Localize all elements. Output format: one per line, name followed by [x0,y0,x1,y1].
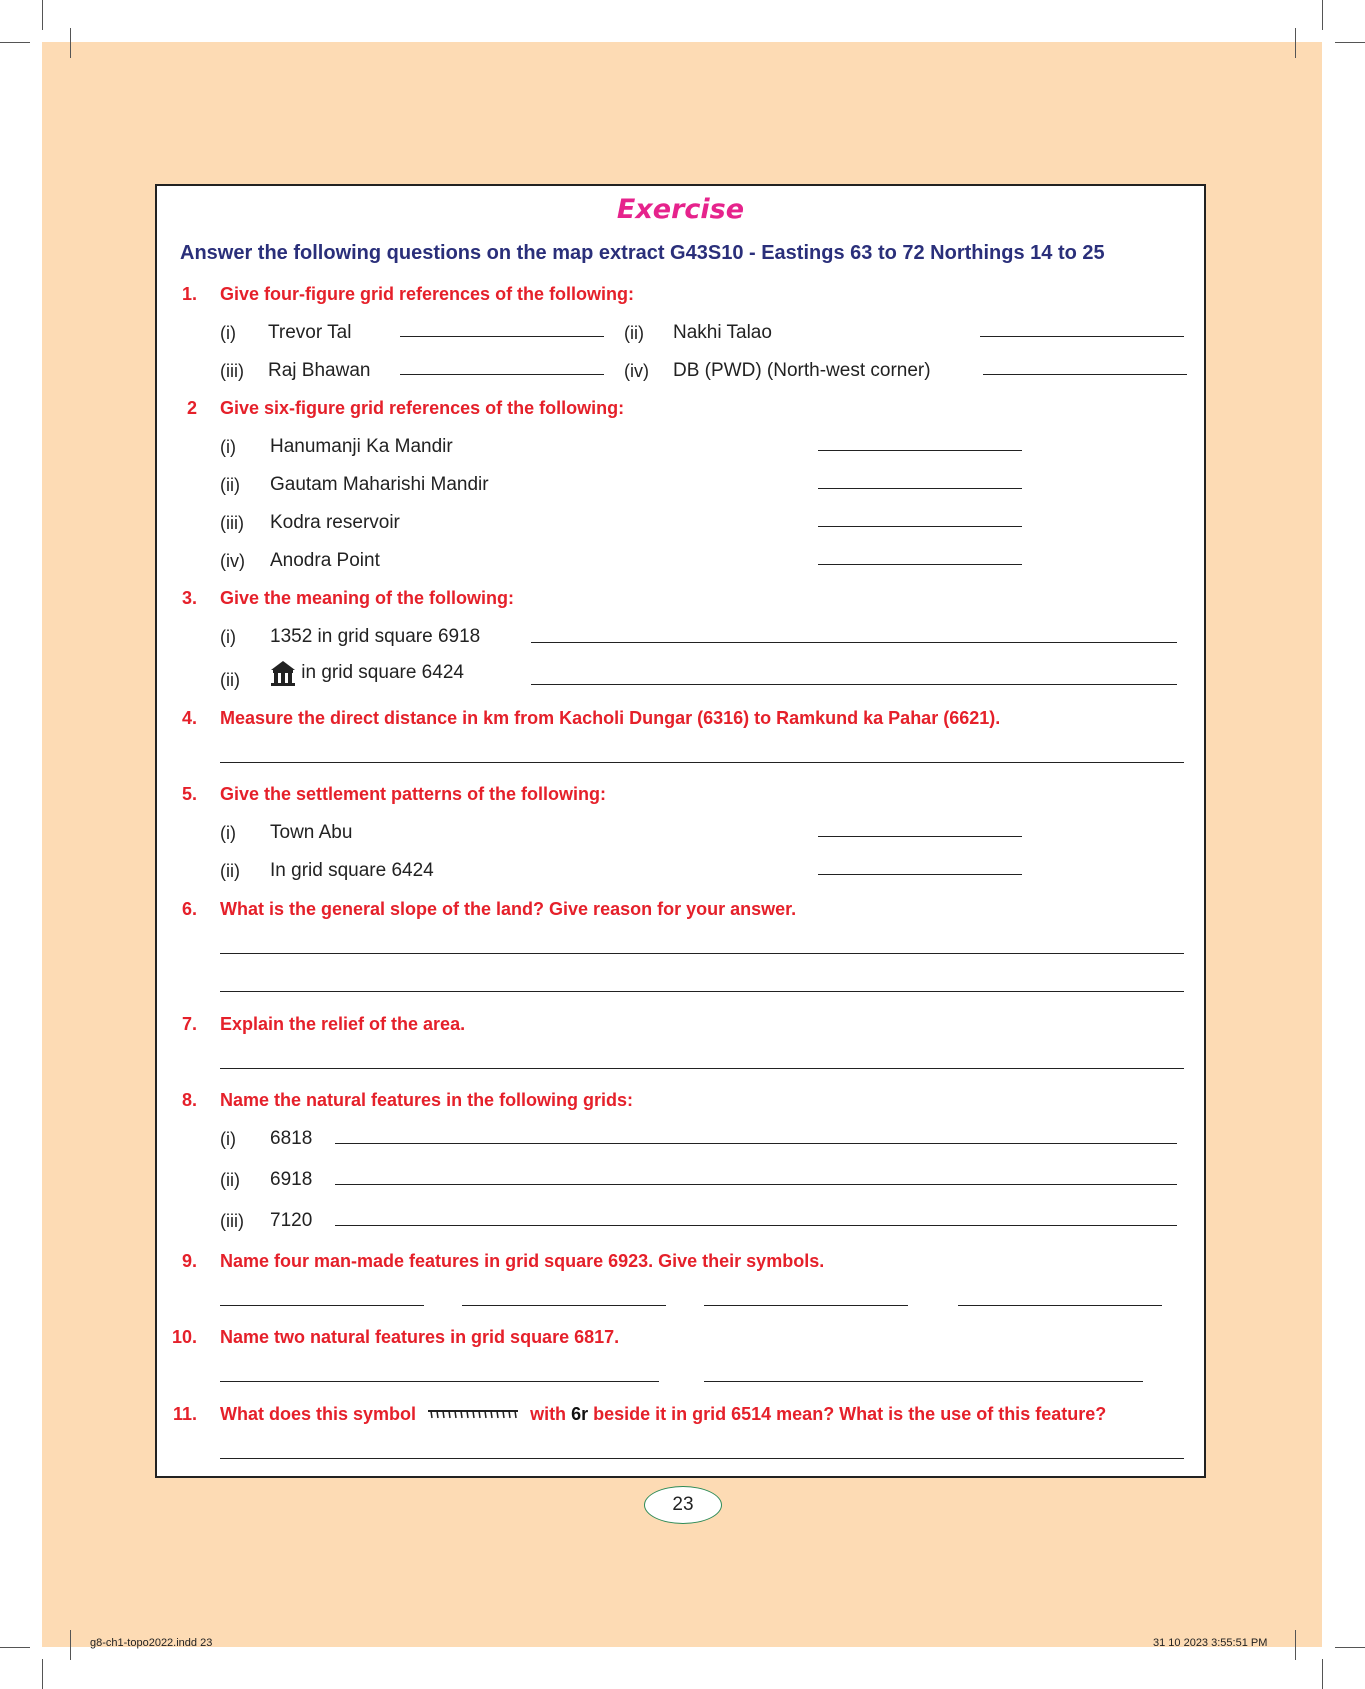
item-label: 6818 [270,1128,313,1149]
question-text: Name four man-made features in grid square 6923. Give their symbols. [220,1251,825,1271]
question-text-part: What does this symbol [220,1404,417,1424]
question-text: Name the natural features in the following grids: [220,1090,634,1110]
question-number: 6. [181,899,197,919]
item-roman: (i) [220,823,236,843]
question-number: 10. [171,1327,197,1347]
item-roman: (ii) [220,475,240,495]
answer-line[interactable] [400,336,604,337]
item-label-with-icon [270,660,464,686]
answer-line[interactable] [220,1458,1184,1459]
answer-line[interactable] [462,1305,666,1306]
crop-mark [70,1630,71,1660]
answer-line[interactable] [220,953,1184,954]
crop-mark [42,1659,43,1689]
exercise-title: Exercise [616,194,745,225]
answer-line[interactable] [818,836,1022,837]
question-text: Name two natural features in grid square 6817. [220,1327,620,1347]
answer-line[interactable] [980,336,1184,337]
question-number: 4. [181,708,197,728]
answer-line[interactable] [704,1381,1143,1382]
question-text: Measure the direct distance in km from Kacholi Dungar (6316) to Ramkund ka Pahar (6621). [220,708,1001,728]
question-text: Explain the relief of the area. [220,1014,466,1034]
crop-mark [70,28,71,58]
item-roman: (iv) [220,551,245,571]
item-roman: (ii) [624,323,644,343]
slug-filename: g8-ch1-topo2022.indd 23 [90,1637,213,1649]
answer-line[interactable] [531,684,1177,685]
answer-line[interactable] [531,642,1177,643]
answer-line[interactable] [220,991,1184,992]
item-label: in grid square 6424 [296,662,464,684]
item-label: Hanumanji Ka Mandir [270,436,453,457]
crop-mark [1295,1630,1296,1660]
answer-line[interactable] [818,450,1022,451]
item-roman: (i) [220,437,236,457]
crop-mark [1335,1647,1365,1648]
answer-line[interactable] [335,1225,1177,1226]
answer-line[interactable] [958,1305,1162,1306]
item-roman: (iii) [220,361,244,381]
item-roman: (i) [220,323,236,343]
temple-icon [270,660,296,686]
crop-mark [1322,0,1323,30]
question-number: 5. [181,784,197,804]
answer-line[interactable] [983,374,1187,375]
question-number: 1. [181,284,197,304]
crop-mark [1335,42,1365,43]
item-label: Kodra reservoir [270,512,400,533]
item-label: Nakhi Talao [673,322,772,343]
question-text-part: beside it in grid 6514 mean? What is the use of this feature? [593,1404,1107,1424]
grid-symbol-label: 6r [571,1404,589,1424]
item-roman: (i) [220,627,236,647]
item-label: In grid square 6424 [270,860,434,881]
question-text: What is the general slope of the land? Give reason for your answer. [220,899,797,919]
question-text [220,1404,1106,1425]
answer-line[interactable] [818,564,1022,565]
item-label: 6918 [270,1169,313,1190]
question-number: 8. [181,1090,197,1110]
answer-line[interactable] [335,1184,1177,1185]
exercise-box [155,184,1206,1478]
question-text: Give six-figure grid references of the following: [220,398,625,418]
item-roman: (iv) [624,361,649,381]
question-text-part: with [530,1404,567,1424]
item-roman: (ii) [220,1170,240,1190]
item-roman: (iii) [220,513,244,533]
page-number: 23 [644,1486,722,1524]
item-label: 1352 in grid square 6918 [270,626,481,647]
crop-mark [0,42,30,43]
answer-line[interactable] [400,374,604,375]
question-text: Give four-figure grid references of the following: [220,284,635,304]
answer-line[interactable] [335,1143,1177,1144]
item-roman: (i) [220,1129,236,1149]
question-number: 11. [172,1404,197,1424]
answer-line[interactable] [818,874,1022,875]
item-label: Raj Bhawan [268,360,371,381]
slug-date: 31 10 2023 3:55:51 PM [1153,1637,1268,1649]
crop-mark [1295,28,1296,58]
item-label: Town Abu [270,822,353,843]
item-label: DB (PWD) (North-west corner) [673,360,931,381]
answer-line[interactable] [818,488,1022,489]
question-number: 7. [181,1014,197,1034]
question-number: 2 [186,398,197,418]
crop-mark [42,0,43,30]
question-number: 3. [181,588,197,608]
question-text: Give the settlement patterns of the following: [220,784,607,804]
answer-line[interactable] [220,1305,424,1306]
item-label: 7120 [270,1210,313,1231]
crop-mark [1322,1659,1323,1689]
answer-line[interactable] [220,762,1184,763]
answer-line[interactable] [220,1068,1184,1069]
item-roman: (iii) [220,1211,244,1231]
question-number: 9. [181,1251,197,1271]
answer-line[interactable] [220,1381,659,1382]
answer-line[interactable] [704,1305,908,1306]
item-label: Gautam Maharishi Mandir [270,474,489,495]
embankment-symbol-icon [427,1409,519,1421]
item-label: Anodra Point [270,550,380,571]
exercise-intro: Answer the following questions on the map extract G43S10 - Eastings 63 to 72 Northings 14 to 25 [180,242,1105,264]
item-roman: (ii) [220,861,240,881]
answer-line[interactable] [818,526,1022,527]
question-text: Give the meaning of the following: [220,588,515,608]
crop-mark [0,1647,30,1648]
item-roman: (ii) [220,670,240,690]
item-label: Trevor Tal [268,322,352,343]
